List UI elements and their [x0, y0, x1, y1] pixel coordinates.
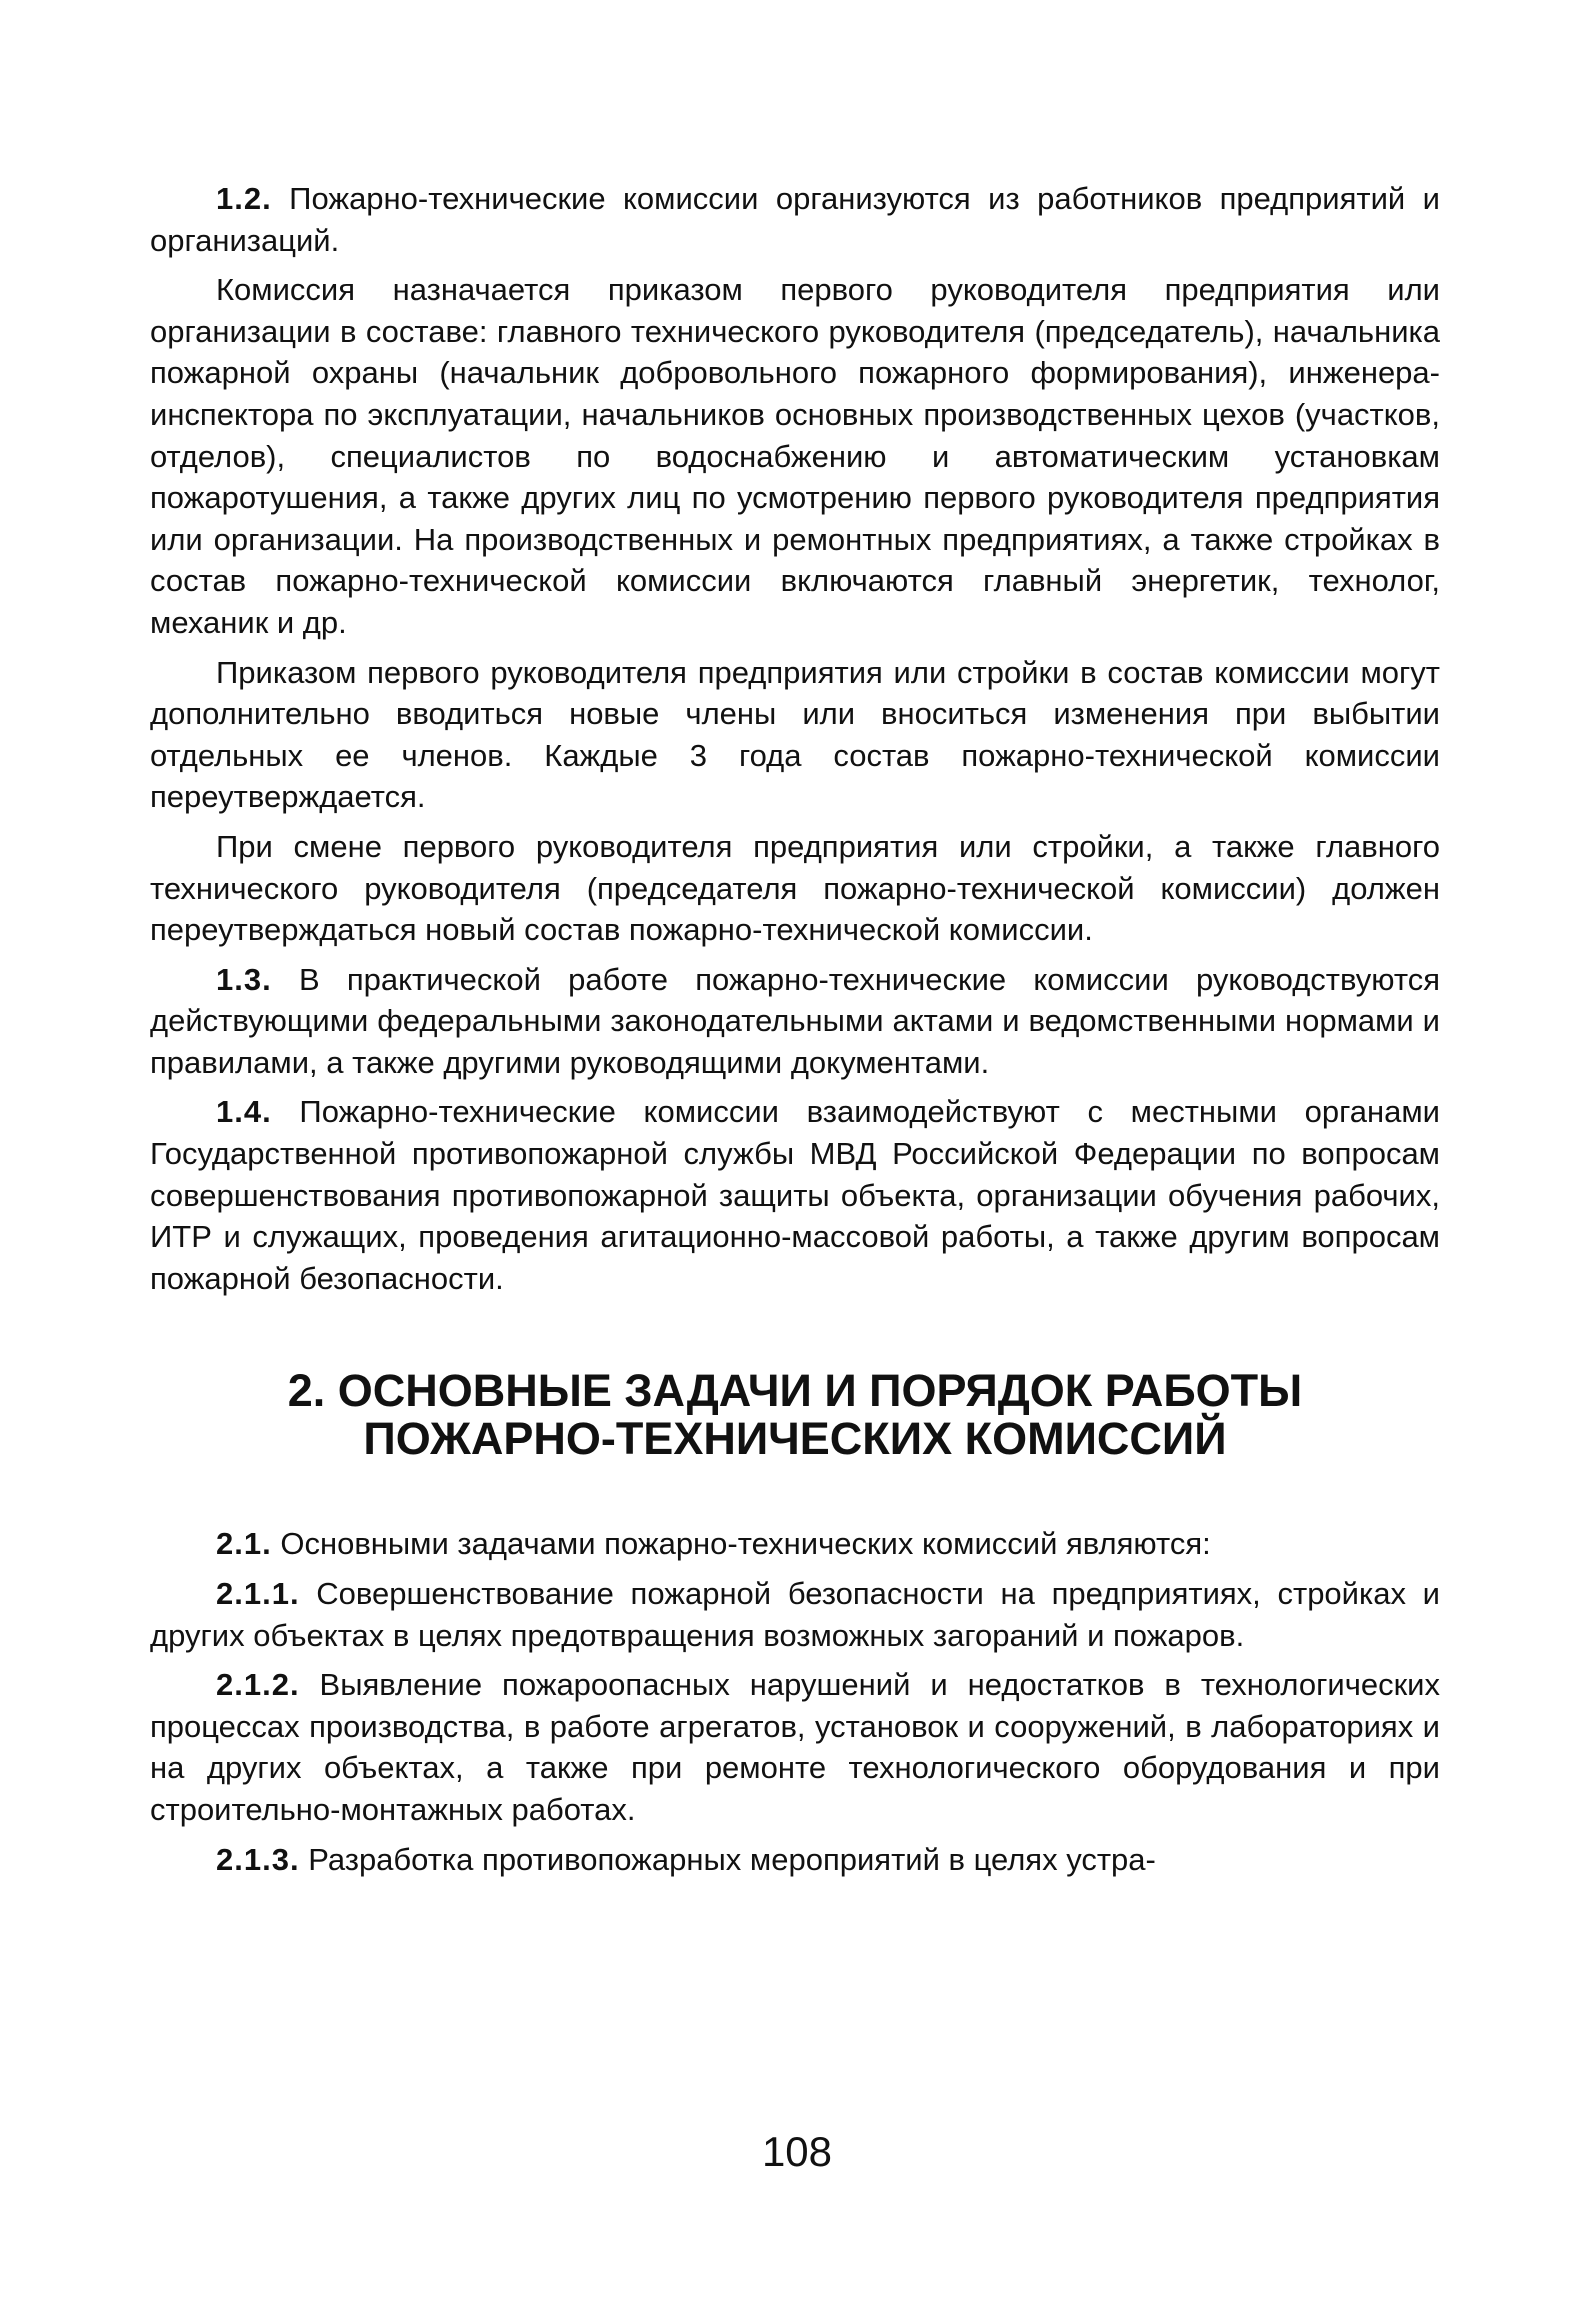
- paragraph-text: Основными задачами пожарно-технических комиссий являются:: [280, 1526, 1211, 1562]
- clause-number: 1.3.: [216, 961, 272, 997]
- paragraph-2-1-2: [150, 1664, 1440, 1830]
- paragraph-2-1-3: [150, 1839, 1440, 1881]
- clause-number: 1.2.: [216, 181, 272, 216]
- paragraph-leader-change: [150, 826, 1440, 951]
- paragraph-text: Разработка противопожарных мероприятий в целях устра-: [308, 1841, 1156, 1877]
- clause-number: 2.1.2.: [216, 1667, 300, 1703]
- paragraph-text: Приказом первого руководителя предприятия или стройки в состав комиссии могут дополнительно вводиться новые члены или вноситься изменения при выбытии отдельных ее членов. Каждые 3 года состав пожарно-технической комиссии переутверждается.: [150, 654, 1440, 815]
- paragraph-commission-composition: [150, 269, 1440, 643]
- paragraph-1-3: [150, 959, 1440, 1084]
- paragraph-2-1: [150, 1523, 1440, 1565]
- paragraph-1-4: [150, 1091, 1440, 1299]
- page-body: [150, 178, 1440, 1888]
- paragraph-text: В практической работе пожарно-технические комиссии руководствуются действующими федеральными законодательными актами и ведомственными нормами и правилами, а также другими руководящими документами.: [150, 961, 1440, 1080]
- paragraph-text: Комиссия назначается приказом первого руководителя предприятия или организации в составе: главного технического руководителя (председатель), начальника пожарной охраны (начальник добровольного пожарного формирования), инженера-инспектора по эксплуатации, начальников основных производственных цехов (участков, отделов), специалистов по водоснабжению и автоматическим установкам пожаротушения, а также других лиц по усмотрению первого руководителя предприятия или организации. На производственных и ремонтных предприятиях, а также стройках в состав пожарно-технической комиссии включаются главный энергетик, технолог, механик и др.: [150, 272, 1440, 640]
- paragraph-text: Выявление пожароопасных нарушений и недостатков в технологических процессах производства, в работе агрегатов, установок и сооружений, в лабораториях и на других объектах, а также при ремонте технологического оборудования и при строительно-монтажных работах.: [150, 1667, 1440, 1827]
- paragraph-1-2: [150, 178, 1440, 261]
- clause-number: 2.1.: [216, 1526, 272, 1562]
- paragraph-2-1-1: [150, 1573, 1440, 1656]
- paragraph-text: Совершенствование пожарной безопасности на предприятиях, стройках и других объектах в целях предотвращения возможных загораний и пожаров.: [150, 1576, 1440, 1653]
- clause-number: 2.1.3.: [216, 1841, 300, 1877]
- section-heading-line-2: ПОЖАРНО-ТЕХНИЧЕСКИХ КОМИССИЙ: [363, 1413, 1227, 1465]
- paragraph-text: Пожарно-технические комиссии организуются из работников предприятий и организаций.: [150, 181, 1440, 258]
- clause-number: 2.1.1.: [216, 1576, 300, 1612]
- paragraph-new-members: [150, 652, 1440, 818]
- paragraph-text: При смене первого руководителя предприятия или стройки, а также главного технического руководителя (председателя пожарно-технической комиссии) должен переутверждаться новый состав пожарно-технической комиссии.: [150, 828, 1440, 948]
- paragraph-text: Пожарно-технические комиссии взаимодействуют с местными органами Государственной противопожарной службы МВД Российской Федерации по вопросам совершенствования противопожарной защиты объекта, организации обучения рабочих, ИТР и служащих, проведения агитационно-массовой работы, а также другим вопросам пожарной безопасности.: [150, 1094, 1440, 1296]
- section-heading-line-1: 2. ОСНОВНЫЕ ЗАДАЧИ И ПОРЯДОК РАБОТЫ: [287, 1365, 1303, 1417]
- page-number: 108: [761, 2128, 833, 2175]
- section-heading: [150, 1367, 1440, 1463]
- clause-number: 1.4.: [216, 1094, 272, 1130]
